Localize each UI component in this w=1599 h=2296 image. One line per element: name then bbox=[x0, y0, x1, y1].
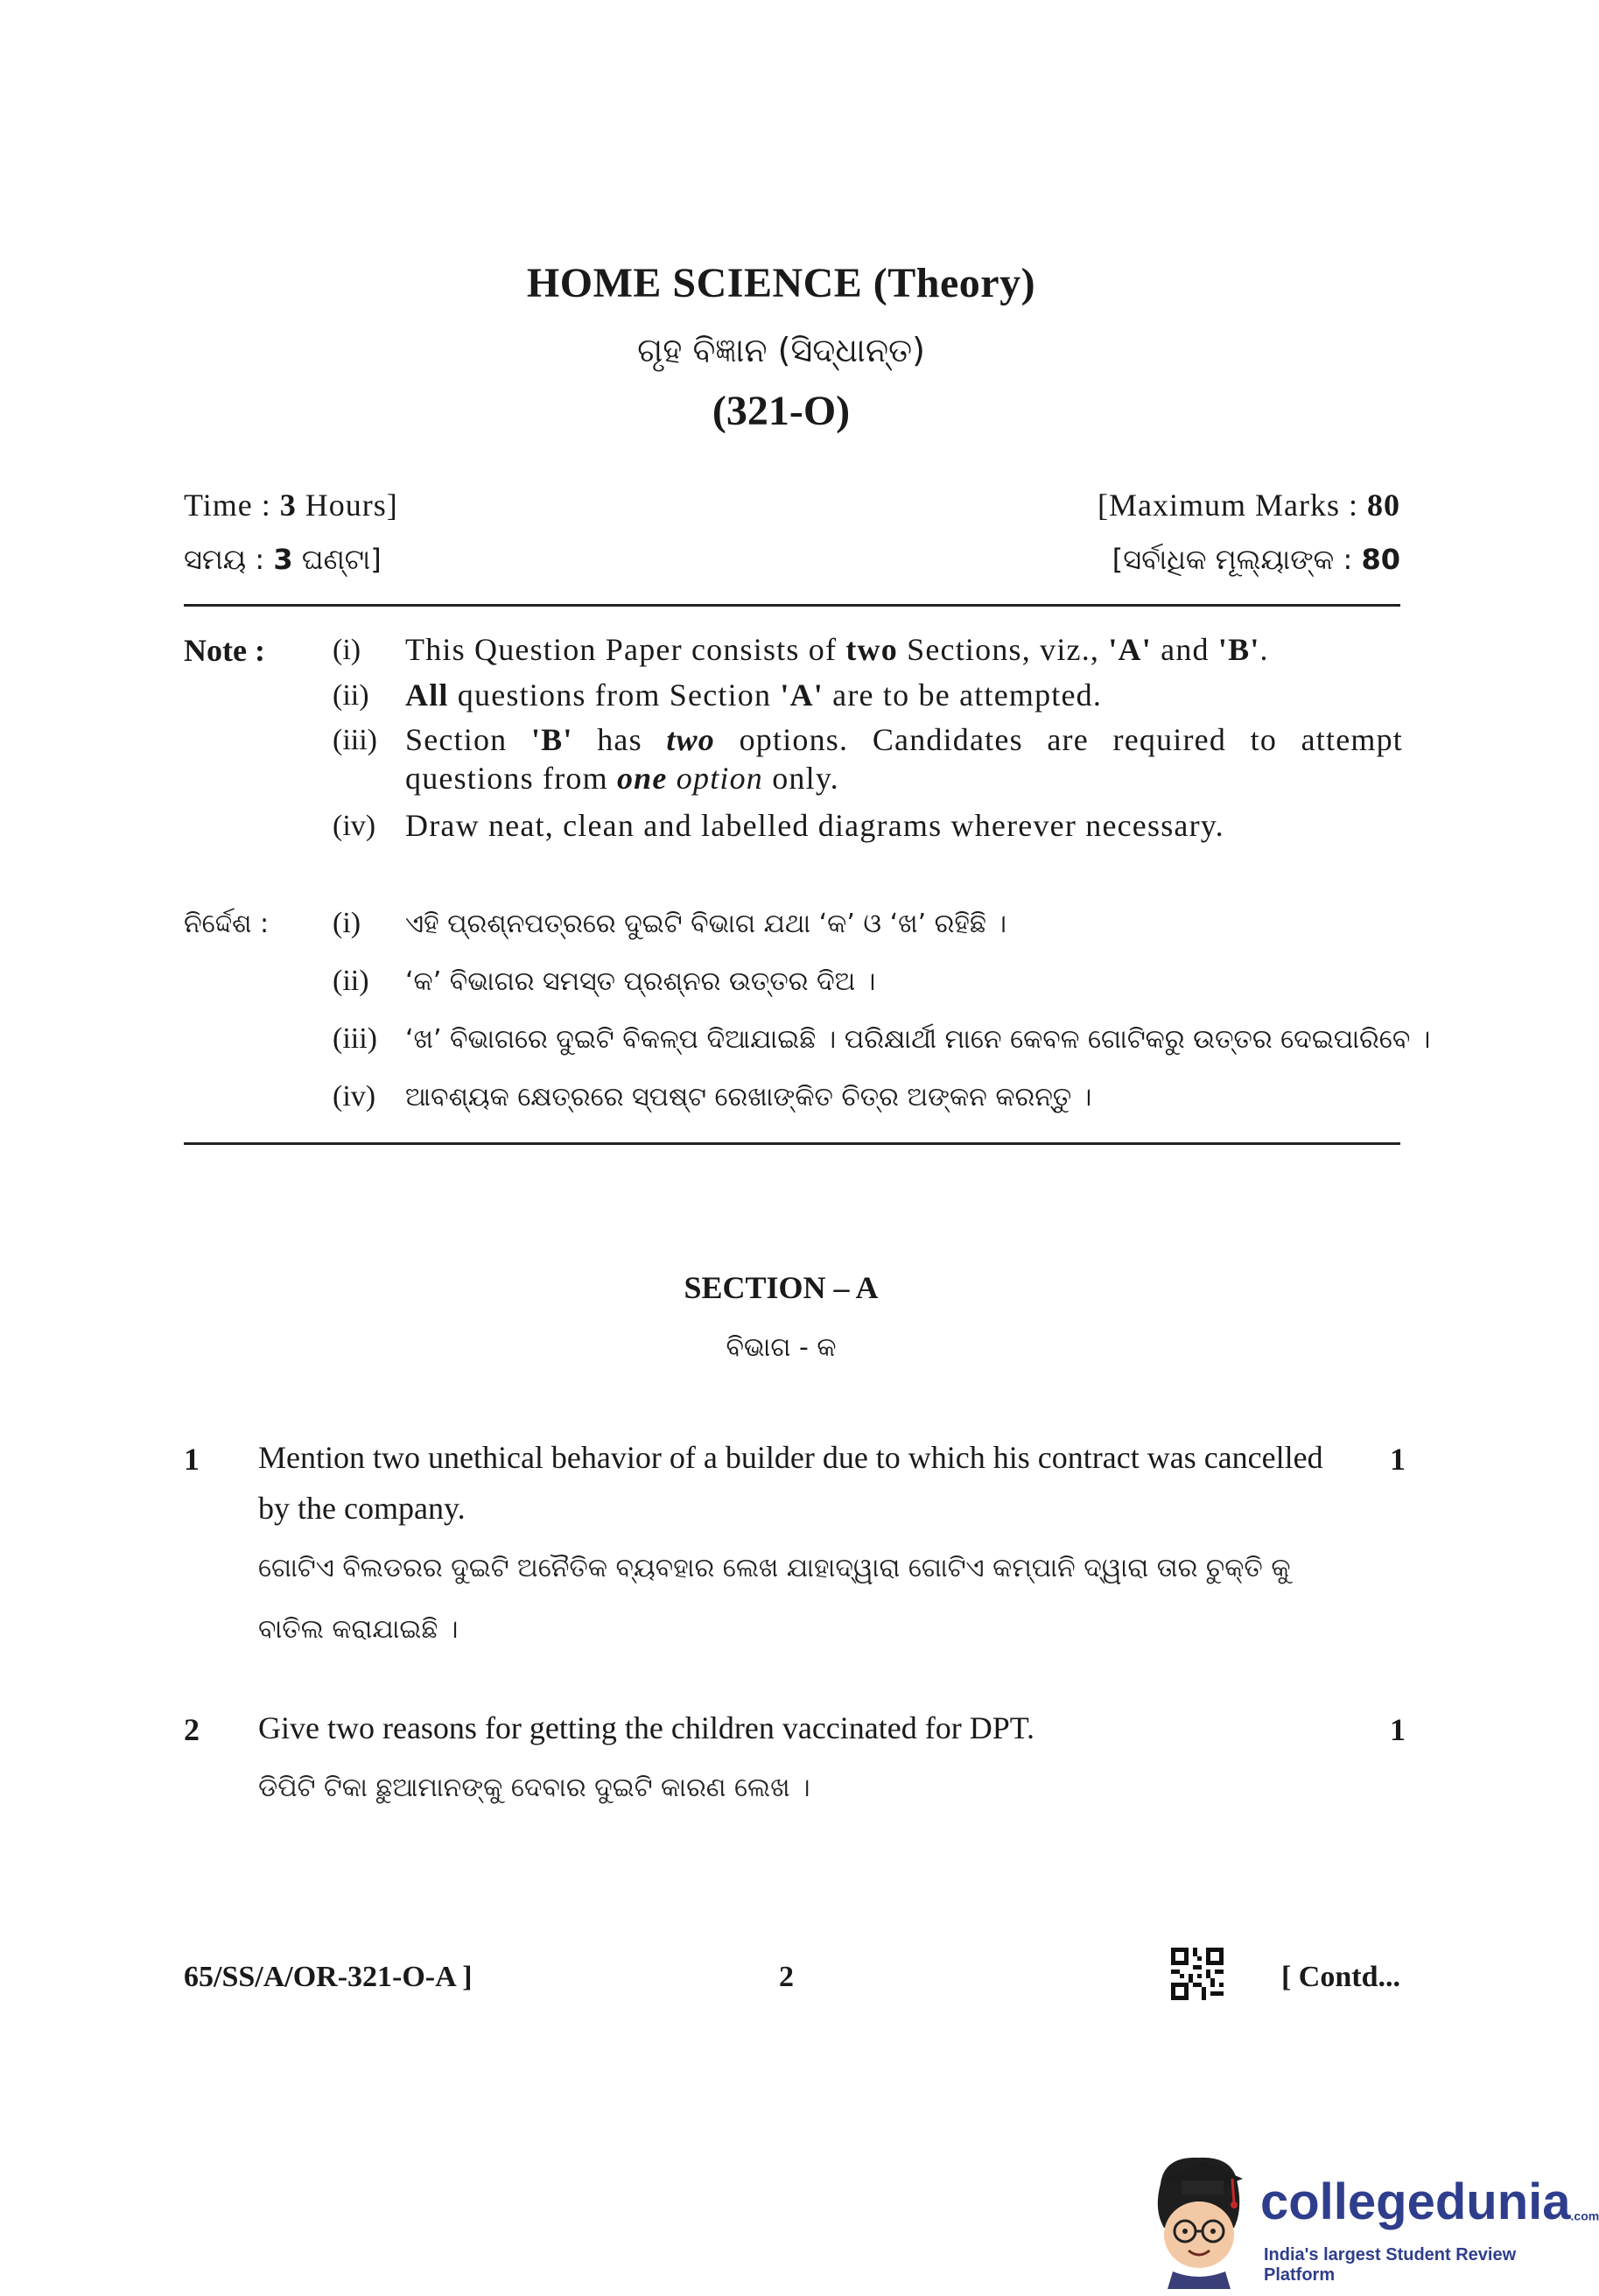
continued-label: [ Contd... bbox=[1280, 1961, 1400, 1993]
qr-code-icon bbox=[1171, 1948, 1224, 2000]
logo-tagline: India's largest Student Review Platform bbox=[1264, 2245, 1517, 2285]
odia-note-item-4: ଆବଶ୍ୟକ କ୍ଷେତ୍ରରେ ସ୍ପଷ୍ଟ ରେଖାଙ୍କିତ ଚିତ୍ର ଅଙ୍କନ କରନ୍ତୁ । bbox=[405, 1082, 1092, 1113]
question-marks: 1 bbox=[1390, 1712, 1406, 1747]
footer-paper-code: 65/SS/A/OR-321-O-A ] bbox=[184, 1961, 473, 1993]
question-number: 1 bbox=[184, 1442, 200, 1477]
mascot-icon bbox=[1147, 2149, 1252, 2289]
section-title-odia: ବିଭାଗ - କ bbox=[726, 1332, 837, 1363]
note-item-3: Section 'B' has two options. Candidates are required to attempt questions from one option only. bbox=[405, 722, 1403, 796]
paper-code: (321-O) bbox=[712, 388, 851, 434]
odia-note-num-1: (i) bbox=[333, 907, 361, 939]
max-marks-info: [Maximum Marks : 80 bbox=[1098, 488, 1400, 523]
paper-title: HOME SCIENCE (Theory) bbox=[526, 260, 1036, 306]
odia-note-num-2: (ii) bbox=[333, 965, 369, 997]
max-marks-info-odia: [ସର୍ବାଧିକ ମୂଲ୍ୟାଙ୍କ : 80 bbox=[1112, 543, 1400, 576]
question-number: 2 bbox=[184, 1712, 200, 1747]
note-item-4: Draw neat, clean and labelled diagrams wherever necessary. bbox=[405, 808, 1224, 843]
logo-wordmark: collegedunia bbox=[1260, 2173, 1571, 2230]
odia-note-label: ନିର୍ଦ୍ଦେଶ : bbox=[184, 909, 270, 939]
note-num-1: (i) bbox=[333, 634, 361, 666]
note-label: Note : bbox=[184, 633, 265, 668]
time-info: Time : 3 Hours] bbox=[184, 488, 398, 523]
note-num-3: (iii) bbox=[333, 724, 377, 756]
question-text-odia: ଡିପିଟି ଟିକା ଛୁଆମାନଙ୍କୁ ଦେବାର ଦୁଇଟି କାରଣ ଲେଖ । bbox=[258, 1773, 810, 1803]
note-item-1: This Question Paper consists of two Sections, viz., 'A' and 'B'. bbox=[405, 632, 1269, 667]
question-text: Give two reasons for getting the children vaccinated for DPT. bbox=[258, 1710, 1035, 1745]
note-num-4: (iv) bbox=[333, 810, 376, 842]
question-text-odia: ଗୋଟିଏ ବିଲଡରର ଦୁଇଟି ଅନୈତିକ ବ୍ୟବହାର ଲେଖ ଯାହାଦ୍ୱାରା ଗୋଟିଏ କମ୍ପାନି ଦ୍ୱାରା ତାର ଚୁକ୍ତି କୁ ବାତିଲ କରାଯାଇଛି । bbox=[258, 1553, 1291, 1645]
time-info-odia: ସମୟ : 3 ଘଣ୍ଟା] bbox=[184, 543, 382, 576]
divider-bottom bbox=[184, 1142, 1400, 1145]
odia-note-item-1: ଏହି ପ୍ରଶ୍ନପତ୍ରରେ ଦୁଇଟି ବିଭାଗ ଯଥା ‘କ’ ଓ ‘ଖ’ ରହିଛି । bbox=[405, 909, 1006, 939]
section-title: SECTION – A bbox=[684, 1270, 879, 1305]
divider-top bbox=[184, 604, 1400, 607]
logo-suffix: .com bbox=[1570, 2208, 1599, 2223]
page-number: 2 bbox=[779, 1961, 794, 1993]
question-marks: 1 bbox=[1390, 1442, 1406, 1477]
question-text: Mention two unethical behavior of a builder due to which his contract was cancelled by the company. bbox=[258, 1440, 1323, 1526]
odia-note-item-3: ‘ଖ’ ବିଭାଗରେ ଦୁଇଟି ବିକଳ୍ପ ଦିଆଯାଇଛି । ପରିକ୍ଷାର୍ଥୀ ମାନେ କେବଳ ଗୋଟିକରୁ ଉତ୍ତର ଦେଇପାରିବେ । bbox=[405, 1024, 1431, 1055]
logo bbox=[1260, 2173, 1599, 2231]
paper-title-odia: ଗୃହ ବିଜ୍ଞାନ (ସିଦ୍ଧାନ୍ତ) bbox=[637, 331, 925, 369]
odia-note-item-2: ‘କ’ ବିଭାଗର ସମସ୍ତ ପ୍ରଶ୍ନର ଉତ୍ତର ଦିଅ । bbox=[405, 966, 876, 997]
note-num-2: (ii) bbox=[333, 679, 369, 712]
odia-note-num-3: (iii) bbox=[333, 1022, 377, 1055]
note-item-2: All questions from Section 'A' are to be attempted. bbox=[405, 678, 1103, 713]
odia-note-num-4: (iv) bbox=[333, 1080, 376, 1113]
